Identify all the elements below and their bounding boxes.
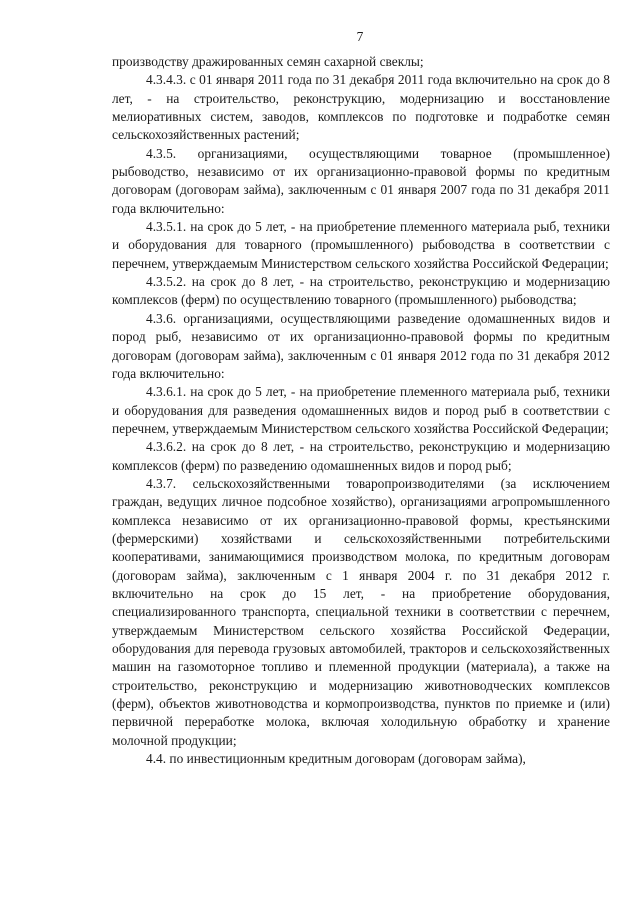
paragraph-4-3-4-3: 4.3.4.3. с 01 января 2011 года по 31 декабря 2011 года включительно на срок до 8 лет, - на строительство, реконструкцию, модернизацию и восстановление мелиоративных систем, заводов, комплексов по подготовке и подработке семян сельскохозяйственных растений; — [112, 72, 610, 143]
paragraph-4-3-7: 4.3.7. сельскохозяйственными товаропроизводителями (за исключением граждан, ведущих личное подсобное хозяйство), организациями агропромышленного комплекса независимо от их организационно-правовой формы, крестьянскими (фермерскими) хозяйствами и сельскохозяйственными потребительскими кооперативами, занимающимися производством молока, по кредитным договорам (договорам займа), заключенным с 1 января 2004 г. по 31 декабря 2012 г. включительно на срок до 15 лет, - на приобретение оборудования, специализированного транспорта, специальной техники в соответствии с перечнем, утверждаемым Министерством сельского хозяйства Российской Федерации, оборудования для перевода грузовых автомобилей, тракторов и сельскохозяйственных машин на газомоторное топливо и племенной продукции (материала), а также на строительство, реконструкцию и модернизацию животноводческих комплексов (ферм), объектов животноводства и кормопроизводства, пунктов по приемке и (или) первичной переработке молока, включая холодильную обработку и хранение молочной продукции; — [112, 475, 610, 748]
paragraph-4-3-6-1: 4.3.6.1. на срок до 5 лет, - на приобретение племенного материала рыб, техники и оборудования для разведения одомашненных видов и пород рыб в соответствии с перечнем, утверждаемым Министерством сельского хозяйства Российской Федерации; — [112, 384, 610, 436]
paragraph-4-3-6: 4.3.6. организациями, осуществляющими разведение одомашненных видов и пород рыб, независимо от их организационно-правовой формы по кредитным договорам (договорам займа), заключенным с 01 января 2012 года по 31 декабря 2012 года включительно: — [112, 310, 610, 381]
paragraph-4-4: 4.4. по инвестиционным кредитным договорам (договорам займа), — [146, 751, 526, 767]
paragraph-continuation: производству дражированных семян сахарной свеклы; — [112, 54, 424, 69]
paragraph-4-3-5-1: 4.3.5.1. на срок до 5 лет, - на приобретение племенного материала рыб, техники и оборудования для товарного (промышленного) рыбоводства в соответствии с перечнем, утверждаемым Министерством сельского хозяйства Российской Федерации; — [112, 219, 610, 271]
paragraph-4-3-6-2: 4.3.6.2. на срок до 8 лет, - на строительство, реконструкцию и модернизацию комплексов (ферм) по разведению одомашненных видов и пород рыб; — [112, 439, 610, 473]
paragraph-4-3-5: 4.3.5. организациями, осуществляющими товарное (промышленное) рыбоводство, независимо от их организационно-правовой формы по кредитным договорам (договорам займа), заключенным с 01 января 2007 года по 31 декабря 2011 года включительно: — [112, 145, 610, 216]
paragraph-4-3-5-2: 4.3.5.2. на срок до 8 лет, - на строительство, реконструкцию и модернизацию комплексов (ферм) по осуществлению товарного (промышленного) рыбоводства; — [112, 274, 610, 308]
page-number: 7 — [356, 29, 364, 44]
